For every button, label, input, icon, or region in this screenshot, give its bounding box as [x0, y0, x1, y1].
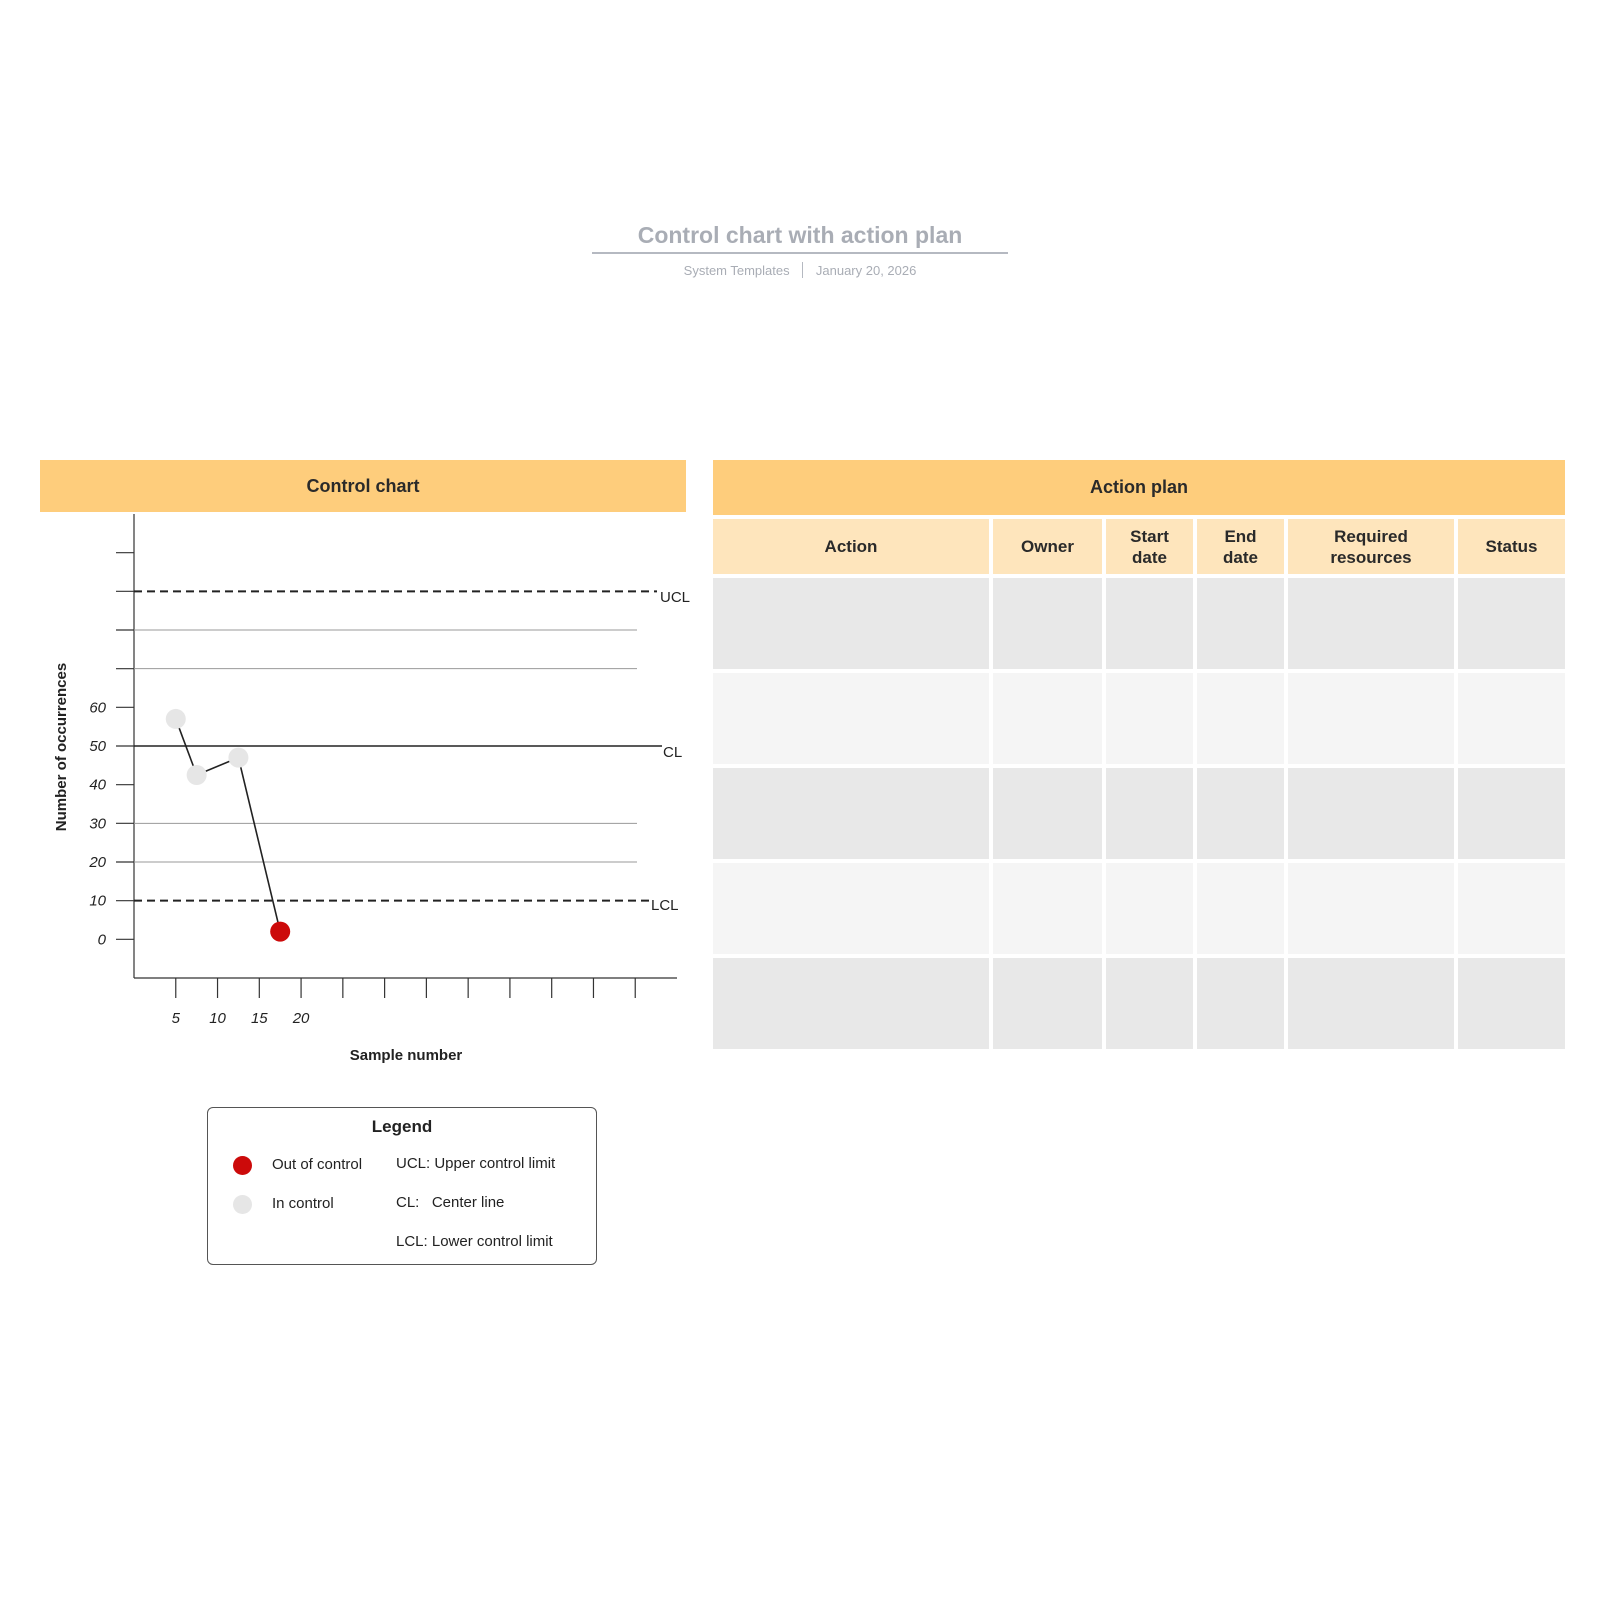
table-cell[interactable]	[1197, 954, 1288, 1049]
table-cell[interactable]	[993, 574, 1106, 669]
legend-ucl: UCL: Upper control limit	[396, 1155, 556, 1172]
table-row	[713, 859, 1565, 954]
action-plan-table	[713, 515, 1565, 1049]
legend-cl: CL: Center line	[396, 1194, 505, 1211]
chart-marks	[88, 553, 662, 1027]
column-header: Required resources	[1288, 515, 1458, 574]
document-date: January 20, 2026	[815, 263, 917, 278]
table-cell[interactable]	[1197, 859, 1288, 954]
table-cell[interactable]	[993, 954, 1106, 1049]
table-cell[interactable]	[713, 764, 993, 859]
table-cell[interactable]	[1288, 574, 1458, 669]
column-header: Action	[713, 515, 993, 574]
y-tick-label: 20	[89, 854, 106, 871]
x-tick-label: 5	[171, 1010, 180, 1027]
table-cell[interactable]	[713, 669, 993, 764]
table-cell[interactable]	[713, 574, 993, 669]
table-cell[interactable]	[993, 764, 1106, 859]
x-axis-title: Sample number	[349, 1047, 463, 1064]
table-cell[interactable]	[1288, 859, 1458, 954]
table-row	[713, 954, 1565, 1049]
action-plan-header	[713, 460, 1565, 515]
document-title[interactable]: Control chart with action plan	[592, 222, 1009, 254]
series-segment	[238, 758, 280, 932]
table-cell[interactable]	[1458, 764, 1565, 859]
legend-title: Legend	[371, 1117, 433, 1136]
x-tick-label: 10	[209, 1010, 226, 1027]
document-author: System Templates	[683, 263, 790, 278]
out-of-control-swatch	[233, 1156, 252, 1175]
column-header: Status	[1458, 515, 1565, 574]
out-of-control-point	[270, 922, 290, 942]
table-cell[interactable]	[1288, 954, 1458, 1049]
y-tick-label: 50	[89, 738, 106, 755]
table-cell[interactable]	[1458, 669, 1565, 764]
y-axis-title: Number of occurrences	[53, 662, 70, 832]
ucl-label: UCL	[660, 589, 691, 606]
table-row	[713, 764, 1565, 859]
table-cell[interactable]	[1288, 669, 1458, 764]
in-control-point	[187, 765, 207, 785]
y-tick-label: 10	[89, 892, 106, 910]
column-header: Owner	[993, 515, 1106, 574]
table-cell[interactable]	[1106, 669, 1197, 764]
y-tick-label: 0	[97, 931, 106, 949]
y-tick-label: 40	[89, 776, 106, 794]
table-cell[interactable]	[1106, 764, 1197, 859]
column-header: Start date	[1106, 515, 1197, 574]
control-chart-title: Control chart	[306, 475, 420, 496]
legend-lcl: LCL: Lower control limit	[396, 1233, 553, 1250]
table-cell[interactable]	[713, 859, 993, 954]
column-header: End date	[1197, 515, 1288, 574]
table-cell[interactable]	[993, 859, 1106, 954]
y-tick-label: 30	[89, 815, 106, 833]
lcl-label: LCL	[651, 897, 679, 914]
table-cell[interactable]	[1106, 859, 1197, 954]
table-cell[interactable]	[1197, 574, 1288, 669]
table-cell[interactable]	[713, 954, 993, 1049]
table-cell[interactable]	[1197, 669, 1288, 764]
table-cell[interactable]	[1458, 574, 1565, 669]
x-tick-label: 15	[250, 1010, 268, 1027]
legend	[207, 1107, 597, 1265]
table-cell[interactable]	[1458, 954, 1565, 1049]
table-cell[interactable]	[1197, 764, 1288, 859]
in-control-swatch	[233, 1195, 252, 1214]
table-cell[interactable]	[1458, 859, 1565, 954]
table-cell[interactable]	[1106, 574, 1197, 669]
table-cell[interactable]	[1106, 954, 1197, 1049]
table-cell[interactable]	[993, 669, 1106, 764]
action-plan-header-row	[713, 515, 1565, 574]
action-plan-title: Action plan	[1090, 477, 1188, 497]
x-tick-label: 20	[292, 1010, 310, 1027]
y-tick-label: 60	[89, 699, 106, 717]
table-row	[713, 574, 1565, 669]
cl-label: CL	[663, 744, 683, 761]
action-plan-body	[713, 574, 1565, 1049]
in-control-point	[228, 748, 248, 768]
table-row	[713, 669, 1565, 764]
table-cell[interactable]	[1288, 764, 1458, 859]
legend-in-control: In control	[272, 1195, 334, 1212]
legend-out-of-control: Out of control	[272, 1156, 363, 1173]
in-control-point	[166, 709, 186, 729]
chart-static-elements	[53, 514, 690, 1064]
